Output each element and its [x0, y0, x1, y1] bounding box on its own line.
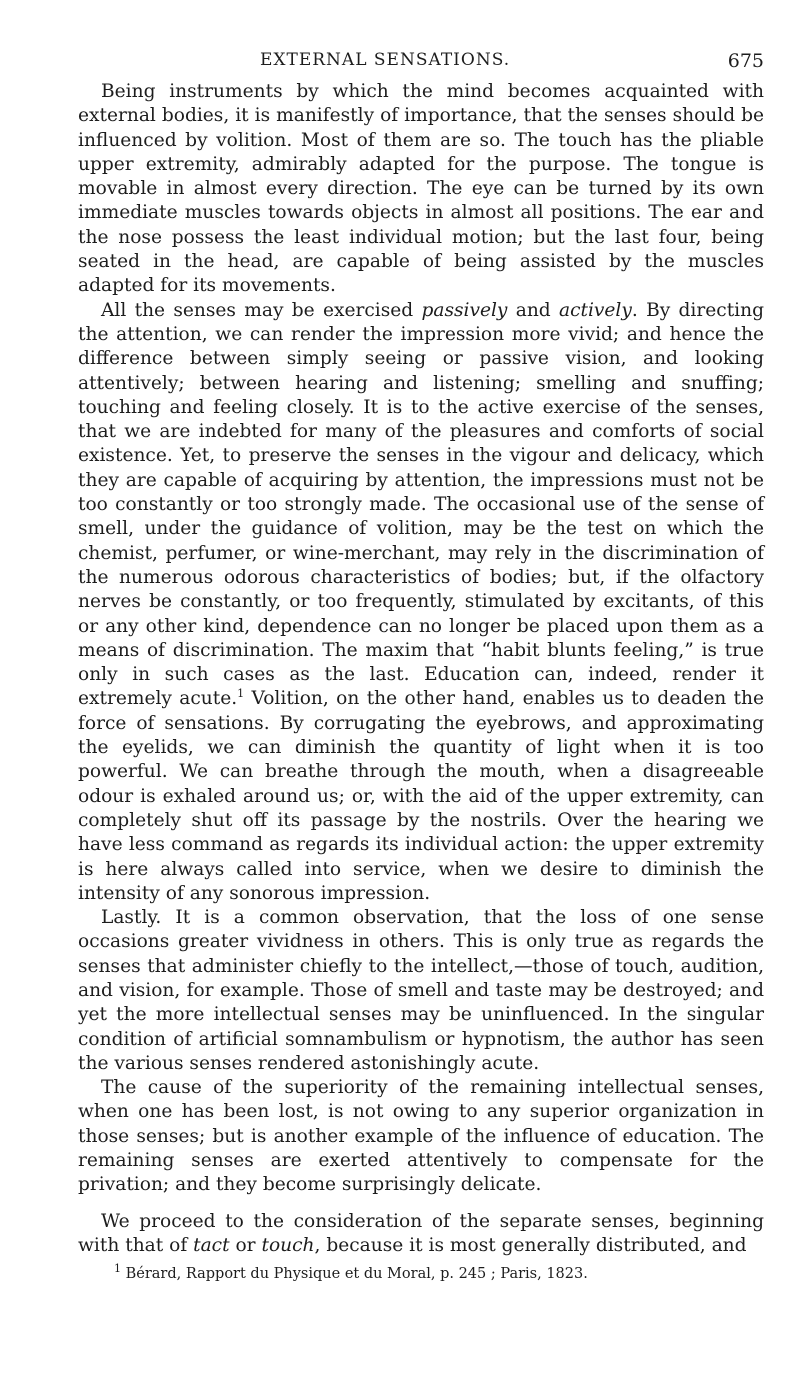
paragraph-loss-of-sense: Lastly. It is a common observation, that the loss of one sense occasions greater vividness in others. This is only true as regards the senses that administer chiefly to the intellect,—those of touch, audition, and vision, for example. Those of smell and taste may be destroyed; and yet the more intellectual senses may be uninfluenced. In the singular condition of artificial somnambulism or hypnotism, the author has seen the various senses rendered astonishingly acute. [78, 907, 764, 1074]
text-run: or [229, 1234, 262, 1256]
book-page [78, 50, 764, 1284]
text-run: and [507, 299, 559, 321]
text-run: Volition, on the other hand, enables us to deaden the force of sensations. By corrugating the eyebrows, and approximating the eyelids, we can diminish the quantity of light when it is too powerful. We can breathe through the mouth, when a disagreeable odour is exhaled around us; or, with the aid of the upper extremity, can completely shut off its passage by the nostrils. Over the hearing we have less command as regards its individual action: the upper extremity is here always called into service, when we desire to diminish the intensity of any sonorous impression. [78, 688, 764, 904]
italic-term-passively: passively [421, 299, 508, 321]
paragraph-superiority-cause: The cause of the superiority of the remaining intellectual senses, when one has been lost, is not owing to any superior organization in those senses; but is another example of the influence of education. The remaining senses are exerted attentively to compensate for the privation; and they become surprisingly delicate. [78, 1077, 764, 1196]
text-run: All the senses may be exercised [101, 299, 422, 321]
paragraph-active-passive [78, 299, 764, 906]
paragraph-tact-touch [78, 1210, 764, 1259]
italic-term-tact: tact [193, 1234, 230, 1256]
footnote-mark: 1 [114, 1262, 121, 1276]
footnote-text: Bérard, Rapport du Physique et du Moral, p. 245 ; Paris, 1823. [121, 1266, 588, 1283]
running-title: EXTERNAL SENSATIONS. [260, 50, 511, 70]
text-run: , because it is most generally distributed, and [314, 1234, 747, 1256]
italic-term-touch: touch [261, 1234, 315, 1256]
text-run: We proceed to the consideration of the separate senses, beginning with that of [78, 1210, 764, 1256]
running-header [78, 50, 764, 80]
paragraph-volition-senses: Being instruments by which the mind becomes acquainted with external bodies, it is manifestly of importance, that the senses should be influenced by volition. Most of them are so. The touch has the pliable upper extremity, admirably adapted for the purpose. The tongue is movable in almost every direction. The eye can be turned by its own immediate muscles towards objects in almost all positions. The ear and the nose possess the least individual motion; but the last four, being seated in the head, are capable of being assisted by the muscles adapted for its movements. [78, 81, 764, 297]
footnote-reference: 1 [237, 687, 245, 701]
page-number: 675 [727, 50, 764, 72]
text-run: . By directing the attention, we can render the impression more vivid; and hence the difference between simply seeing or passive vision, and looking attentively; between hearing and listening; smelling and snuffing; touching and feeling closely. It is to the active exercise of the senses, that we are indebted for many of the pleasures and comforts of social existence. Yet, to preserve the senses in the vigour and delicacy, which they are capable of acquiring by attention, the impressions must not be too constantly or too strongly made. The occasional use of the sense of smell, under the guidance of volition, may be the test on which the chemist, perfumer, or wine-merchant, may rely in the discrimination of the numerous odorous characteristics of bodies; but, if the olfactory nerves be constantly, or too frequently, stimulated by excitants, of this or any other kind, dependence can no longer be placed upon them as a means of discrimination. The maxim that “habit blunts feeling,” is true only in such cases as the last. Education can, indeed, render it extremely acute. [78, 299, 764, 710]
italic-term-actively: actively [558, 299, 632, 321]
footnote [78, 1264, 764, 1284]
